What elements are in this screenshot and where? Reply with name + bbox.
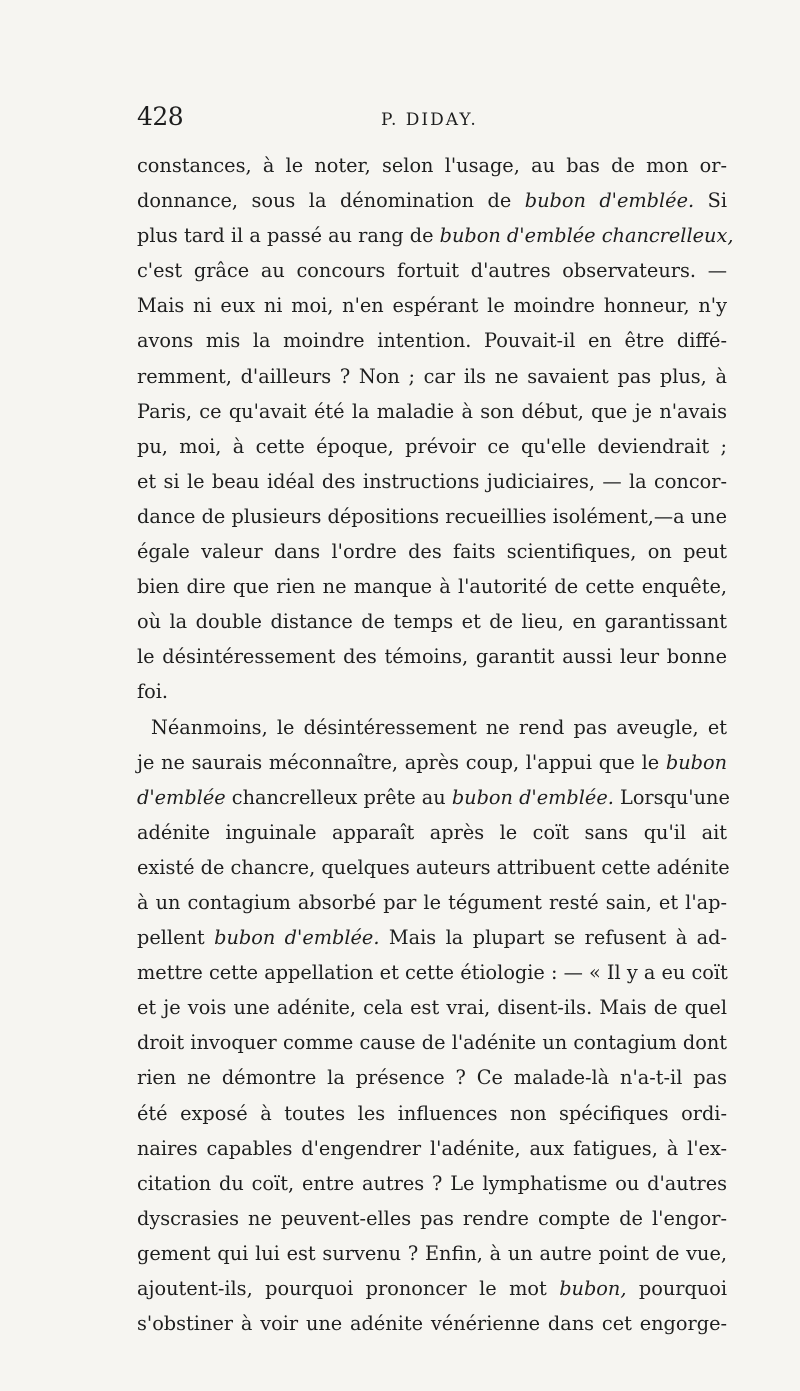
text-run: Si [694,189,727,213]
text-line [137,1271,727,1306]
text-line [137,1166,727,1201]
text-run: Lorsqu'une [613,785,730,809]
text-run: existé de chancre, quelques auteurs attribuent cette adénite [137,855,730,879]
text-run: égale valeur dans l'ordre des faits scientifiques, on peut [137,540,727,564]
text-line [137,710,727,745]
text-line [137,1201,727,1236]
text-line [137,1025,727,1060]
text-line [137,499,727,534]
text-run: donnance, sous la dénomination de [137,189,525,213]
text-line [137,990,727,1025]
text-run: droit invoquer comme cause de l'adénite un contagium dont [137,1031,727,1055]
text-line [137,604,727,639]
text-run: foi. [137,680,169,704]
text-line [137,885,727,920]
text-line [137,148,727,183]
text-run: été exposé à toutes les influences non spécifiques ordi- [137,1101,727,1125]
text-run: Néanmoins, le désintéressement ne rend pas aveugle, et [151,715,727,739]
page-number: 428 [137,102,184,131]
page-header [137,102,727,138]
text-run: citation du coït, entre autres ? Le lymphatisme ou d'autres [137,1171,727,1195]
text-run: pu, moi, à cette époque, prévoir ce qu'elle deviendrait ; [137,434,727,458]
text-run: s'obstiner à voir une adénite vénérienne dans cet engorge- [137,1312,727,1336]
italic-term: bubon, [559,1277,627,1300]
text-line [137,394,727,429]
text-run: pourquoi [626,1277,727,1300]
text-line [137,323,727,358]
text-run: à un contagium absorbé par le tégument resté sain, et l'ap- [137,890,727,914]
text-run: rien ne démontre la présence ? Ce malade-là n'a-t-il pas [137,1066,727,1090]
text-line [137,920,727,955]
italic-term: bubon [665,750,727,774]
text-run: ajoutent-ils, pourquoi prononcer le mot [137,1277,560,1300]
body-text [137,148,734,1341]
text-run: Mais ni eux ni moi, n'en espérant le moindre honneur, n'y [137,294,727,318]
text-line [137,745,727,780]
text-line [137,359,727,394]
italic-term: bubon d'emblée. [451,785,614,809]
text-line [137,534,727,569]
text-line [137,639,727,674]
text-line [137,1306,727,1341]
text-run: avons mis la moindre intention. Pouvait-il en être diffé- [137,329,727,353]
text-line [137,1131,727,1166]
text-run: mettre cette appellation et cette étiologie : — « Il y a eu coït [137,961,728,985]
text-line [137,955,727,990]
text-line [137,780,730,815]
text-line [137,850,730,885]
text-line [137,218,734,253]
text-run: dance de plusieurs dépositions recueillies isolément,—a une [137,504,728,528]
italic-term: bubon d'emblée. [214,926,380,950]
text-run: chancrelleux prête au [225,785,452,809]
text-line [137,674,727,709]
italic-term: d'emblée [137,785,226,809]
text-run: remment, d'ailleurs ? Non ; car ils ne savaient pas plus, à [137,364,727,388]
text-line [137,569,727,604]
text-line [137,253,727,288]
text-run: adénite inguinale apparaît après le coït sans qu'il ait [137,820,727,844]
running-head: P. DIDAY. [381,110,478,130]
text-run: c'est grâce au concours fortuit d'autres observateurs. — [137,259,727,283]
text-run: et je vois une adénite, cela est vrai, disent-ils. Mais de quel [137,996,727,1020]
text-line [137,429,727,464]
italic-term: bubon d'emblée. [524,189,695,213]
text-line [137,815,727,850]
text-run: et si le beau idéal des instructions judiciaires, — la concor- [137,469,727,493]
text-run: je ne saurais méconnaître, après coup, l'appui que le [137,750,666,774]
text-line [137,464,727,499]
italic-term: bubon d'emblée chancrelleux, [439,224,734,248]
text-run: le désintéressement des témoins, garantit aussi leur bonne [137,645,727,669]
text-run: où la double distance de temps et de lieu, en garantissant [137,610,727,634]
text-line [137,183,727,218]
text-line [137,1236,727,1271]
text-run: bien dire que rien ne manque à l'autorité de cette enquête, [137,575,727,599]
text-line [137,1060,727,1095]
text-line [137,1096,727,1131]
text-run: dyscrasies ne peuvent-elles pas rendre compte de l'engor- [137,1206,727,1230]
text-run: constances, à le noter, selon l'usage, au bas de mon or- [137,154,727,177]
text-run: plus tard il a passé au rang de [137,224,440,248]
text-run: gement qui lui est survenu ? Enfin, à un autre point de vue, [137,1241,727,1265]
text-line [137,288,727,323]
text-run: naires capables d'engendrer l'adénite, aux fatigues, à l'ex- [137,1136,727,1160]
text-run: Mais la plupart se refusent à ad- [379,926,727,950]
text-run: Paris, ce qu'avait été la maladie à son début, que je n'avais [137,399,727,423]
text-run: pellent [137,926,215,950]
